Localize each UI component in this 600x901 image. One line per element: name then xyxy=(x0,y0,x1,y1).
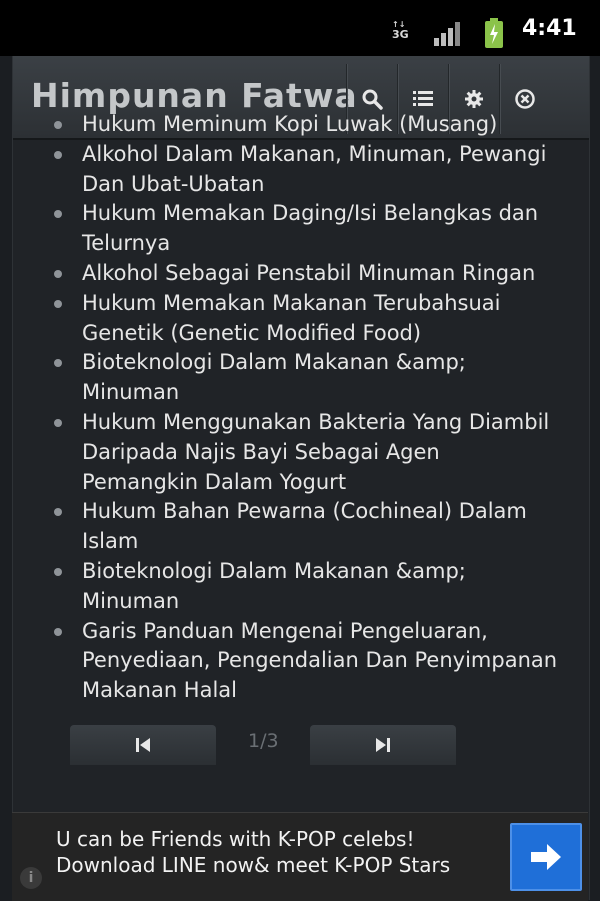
next-page-button[interactable] xyxy=(310,725,456,765)
list-item-title: Hukum Meminum Kopi Luwak (Musang) xyxy=(82,112,498,136)
list-item[interactable] xyxy=(40,408,560,497)
ad-go-button[interactable] xyxy=(510,823,582,891)
list-item-title: Garis Panduan Mengenai Pengeluaran, Penyediaan, Pengendalian Dan Penyimpanan Makanan Halal xyxy=(82,618,558,703)
ad-text-line2: Download LINE now& meet K-POP Stars xyxy=(56,853,451,877)
list-item[interactable] xyxy=(40,557,560,617)
signal-icon xyxy=(434,22,466,46)
list-item[interactable] xyxy=(40,617,560,706)
list-item[interactable] xyxy=(40,259,560,289)
list-item[interactable] xyxy=(40,497,560,557)
ad-info-icon[interactable]: i xyxy=(20,867,42,889)
battery-charging-icon xyxy=(484,18,504,48)
list-item-title: Bioteknologi Dalam Makanan &amp; Minuman xyxy=(82,558,466,613)
list-item-title: Bioteknologi Dalam Makanan &amp; Minuman xyxy=(82,350,466,405)
bullet-icon xyxy=(54,419,62,427)
list-item-title: Hukum Memakan Daging/Isi Belangkas dan Telurnya xyxy=(82,201,539,256)
list-item-title: Hukum Bahan Pewarna (Cochineal) Dalam Islam xyxy=(82,499,527,554)
list-item-title: Alkohol Dalam Makanan, Minuman, Pewangi Dan Ubat-Ubatan xyxy=(82,141,547,196)
network-3g-icon: ↑↓ 3G xyxy=(392,20,409,41)
bullet-icon xyxy=(54,270,62,278)
list-item-title: Hukum Menggunakan Bakteria Yang Diambil Daripada Najis Bayi Sebagai Agen Pemangkin Dalam Yogurt xyxy=(82,409,550,494)
bullet-icon xyxy=(54,628,62,636)
search-icon xyxy=(360,87,384,111)
list-item[interactable] xyxy=(40,199,560,259)
list-item[interactable] xyxy=(40,289,560,349)
list-item-title: Hukum Memakan Makanan Terubahsuai Genetik (Genetic Modified Food) xyxy=(82,290,501,345)
fatwa-list xyxy=(40,110,560,706)
bullet-icon xyxy=(54,508,62,516)
bullet-icon xyxy=(54,568,62,576)
list-item[interactable] xyxy=(40,110,560,140)
bullet-icon xyxy=(54,151,62,159)
app-title: Himpunan Fatwa xyxy=(31,76,358,115)
skip-next-icon xyxy=(373,735,393,755)
ad-text-line1: U can be Friends with K-POP celebs! xyxy=(56,827,415,851)
close-icon xyxy=(513,87,537,111)
page-indicator: 1/3 xyxy=(248,730,279,752)
arrow-right-icon xyxy=(529,843,563,871)
skip-previous-icon xyxy=(133,735,153,755)
ad-banner[interactable] xyxy=(12,812,588,901)
bullet-icon xyxy=(54,210,62,218)
previous-page-button[interactable] xyxy=(70,725,216,765)
bullet-icon xyxy=(54,359,62,367)
bullet-icon xyxy=(54,121,62,129)
list-item[interactable] xyxy=(40,140,560,200)
list-item-title: Alkohol Sebagai Penstabil Minuman Ringan xyxy=(82,260,536,285)
list-item[interactable] xyxy=(40,348,560,408)
list-icon xyxy=(411,87,435,111)
clock: 4:41 xyxy=(522,16,577,41)
bullet-icon xyxy=(54,300,62,308)
settings-icon xyxy=(462,87,486,111)
status-bar xyxy=(0,0,600,56)
